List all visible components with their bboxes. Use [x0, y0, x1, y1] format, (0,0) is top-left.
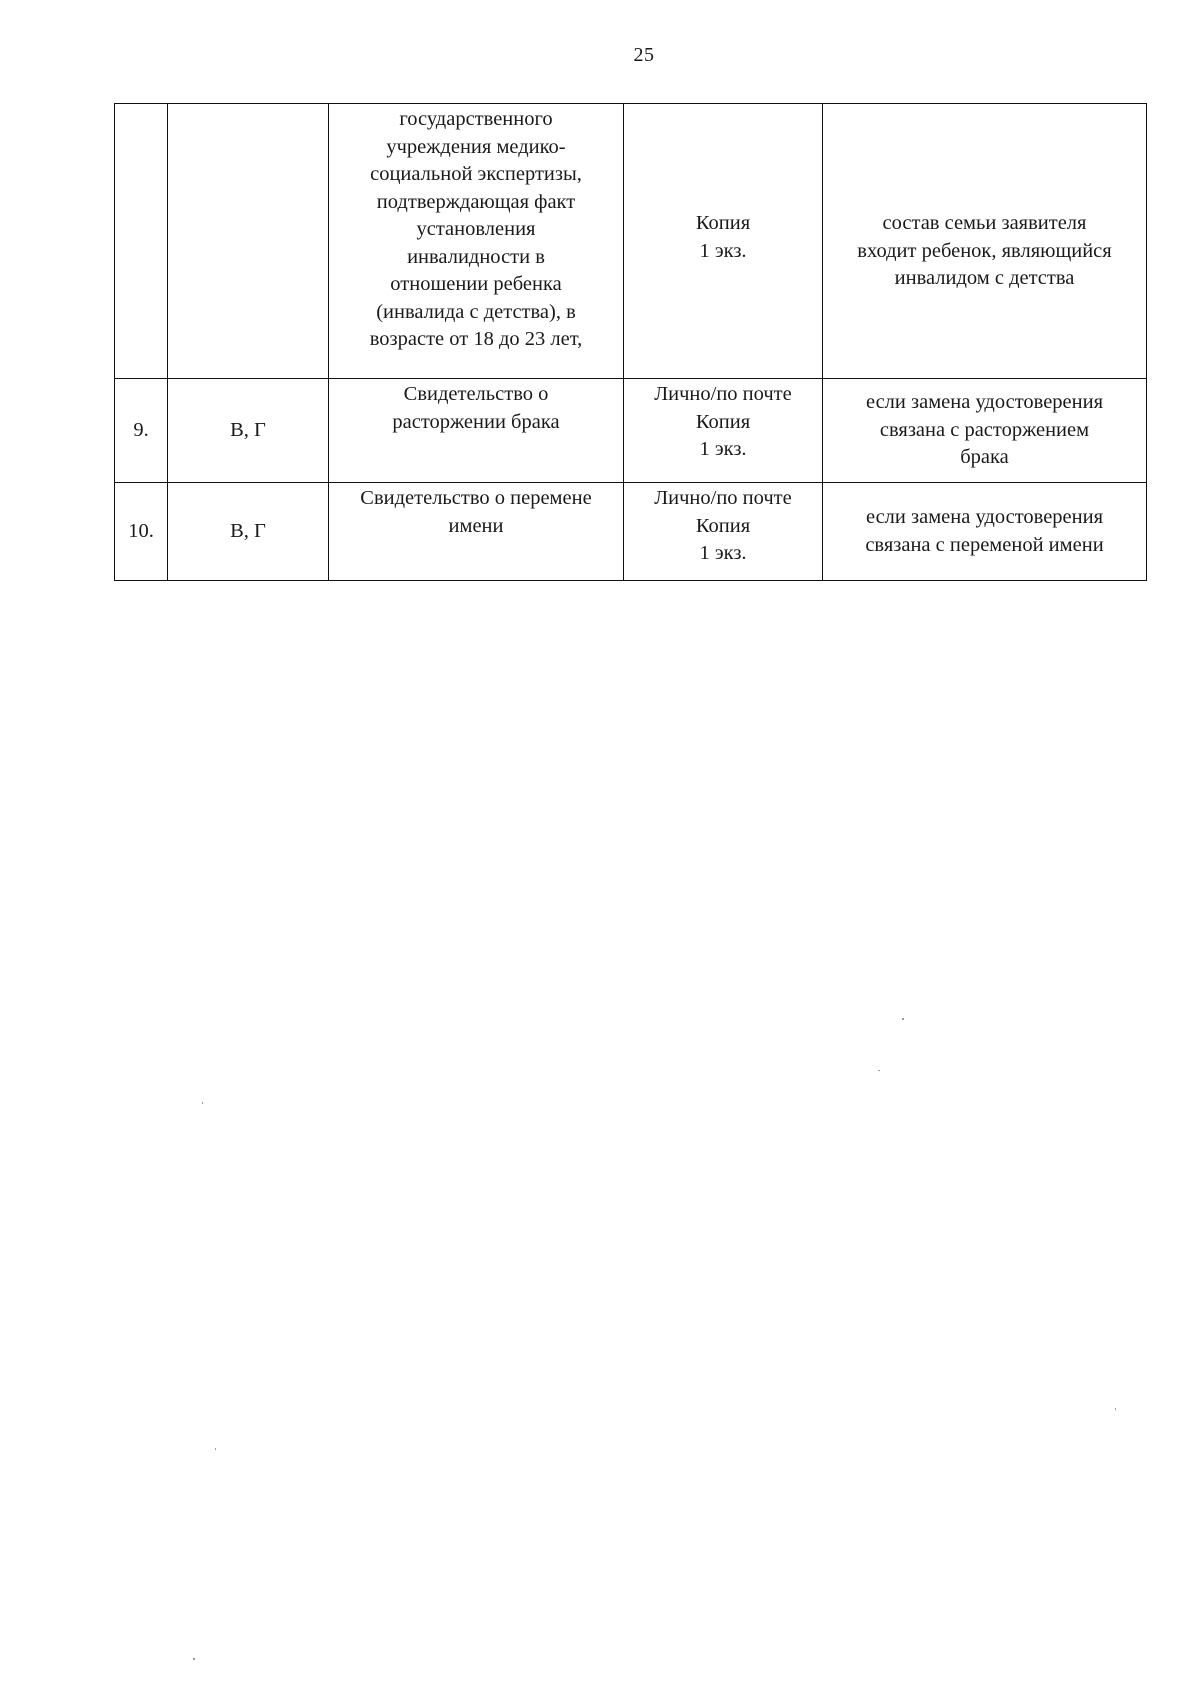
- row-number-cell: [115, 104, 168, 379]
- condition-line: если замена удостоверения: [865, 391, 1104, 414]
- document-name-line: инвалидности в: [407, 245, 545, 268]
- document-name-line: имени: [448, 514, 504, 537]
- submission-form-line: Лично/по почте: [654, 487, 792, 509]
- scan-speck: [215, 1448, 216, 1450]
- submission-form-cell: [624, 104, 823, 379]
- submission-form-cell: [624, 379, 823, 483]
- condition-line: инвалидом с детства: [894, 267, 1075, 289]
- scan-speck: [202, 1102, 203, 1104]
- submission-form-line: 1 экз.: [699, 239, 747, 262]
- condition-cell: [823, 379, 1147, 483]
- submission-form-line: Лично/по почте: [654, 383, 792, 405]
- submission-form-cell: [624, 483, 823, 581]
- submission-form-line: Копия: [695, 410, 751, 433]
- table-row: [115, 379, 1147, 483]
- category-cell: [168, 104, 329, 379]
- condition-line: состав семьи заявителя: [882, 212, 1087, 234]
- document-name-line: установления: [416, 218, 536, 240]
- document-name-line: возрасте от 18 до 23 лет,: [369, 328, 583, 350]
- document-name-cell: [329, 483, 624, 581]
- submission-form-line: 1 экз.: [699, 438, 747, 460]
- document-name-line: подтверждающая факт: [376, 190, 576, 213]
- condition-line: брака: [960, 446, 1009, 469]
- condition-cell: [823, 483, 1147, 581]
- scan-speck: [193, 1658, 195, 1660]
- page-number: 25: [633, 44, 655, 66]
- scan-speck: [1115, 1408, 1116, 1410]
- submission-form-line: Копия: [695, 212, 751, 234]
- submission-form-line: Копия: [695, 514, 751, 537]
- condition-cell: [823, 104, 1147, 379]
- condition-line: входит ребенок, являющийся: [857, 239, 1112, 262]
- condition-line: связана с расторжением: [879, 418, 1090, 441]
- document-name-line: отношении ребенка: [390, 273, 562, 295]
- table-row: [115, 483, 1147, 581]
- document-name-line: расторжении брака: [392, 410, 560, 433]
- document-name-cell: [329, 379, 624, 483]
- document-name-line: социальной экспертизы,: [370, 163, 582, 185]
- submission-form-line: 1 экз.: [699, 542, 747, 564]
- scan-speck: [902, 1018, 904, 1020]
- document-name-line: (инвалида с детства), в: [376, 300, 576, 323]
- document-name-line: учреждения медико-: [386, 135, 566, 158]
- category-cell: В, Г: [168, 483, 329, 581]
- document-name-cell: [329, 104, 624, 379]
- document-name-line: Свидетельство о: [403, 383, 549, 405]
- documents-table: [114, 103, 1147, 581]
- condition-line: если замена удостоверения: [865, 506, 1104, 528]
- scan-speck: [878, 1070, 880, 1071]
- table-row: [115, 104, 1147, 379]
- row-number-cell: 9.: [115, 379, 168, 483]
- row-number-cell: 10.: [115, 483, 168, 581]
- document-name-line: государственного: [399, 108, 553, 130]
- category-cell: В, Г: [168, 379, 329, 483]
- document-name-line: Свидетельство о перемене: [360, 487, 592, 509]
- condition-line: связана с переменой имени: [865, 533, 1104, 556]
